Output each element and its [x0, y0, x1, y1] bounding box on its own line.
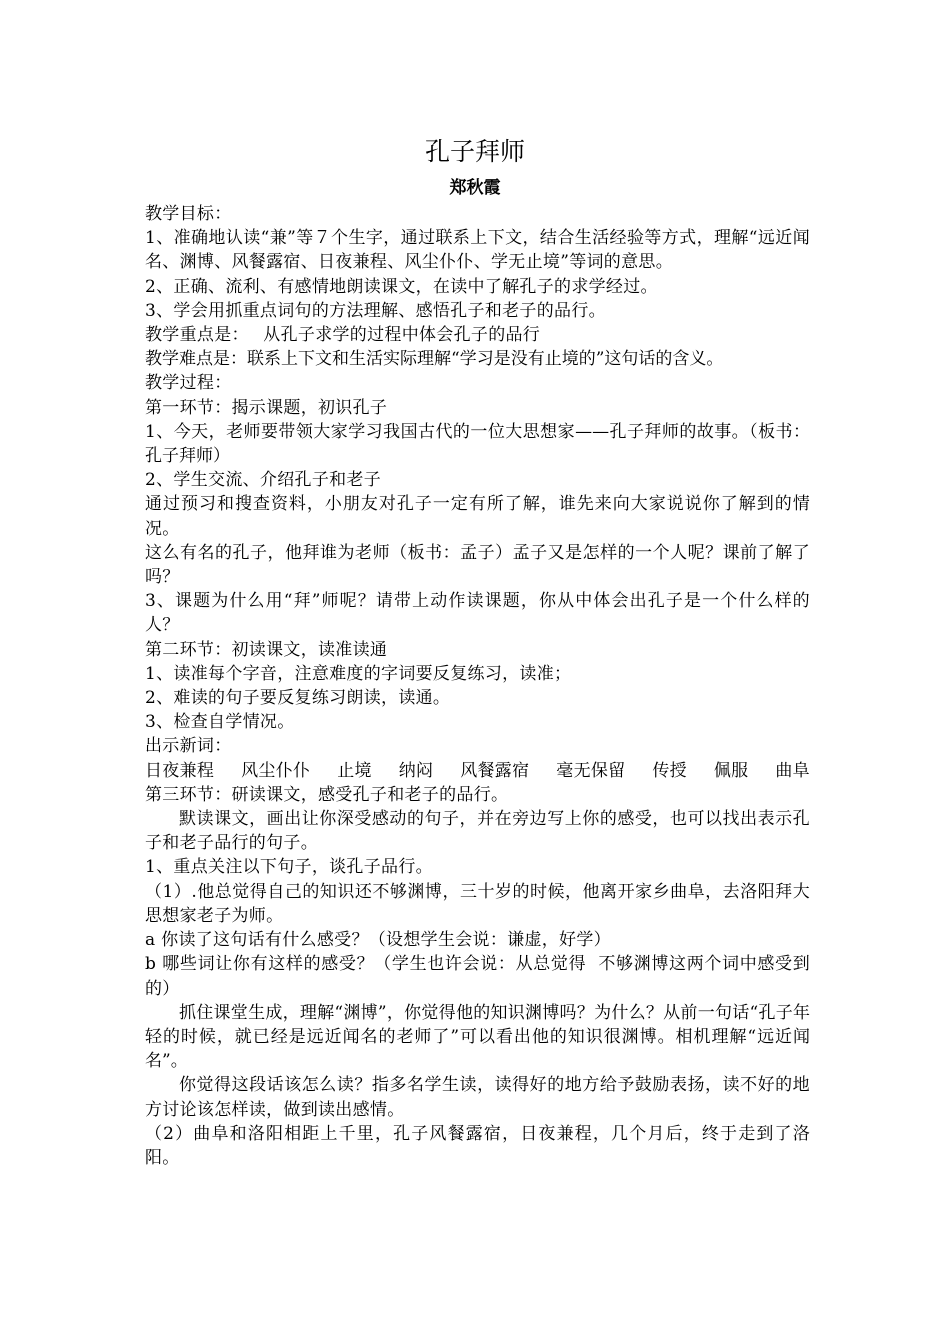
new-word: 毫无保留: [556, 760, 626, 781]
new-word: 风尘仆仆: [241, 760, 311, 781]
paragraph-stage-2-item-2: 2、难读的句子要反复练习朗读，读通。: [145, 688, 451, 709]
new-word: 曲阜: [775, 760, 810, 781]
paragraph-objective-3: 3、学会用抓重点词句的方法理解、感悟孔子和老子的品行。: [145, 300, 606, 321]
paragraph-new-words-heading: 出示新词：: [145, 736, 232, 757]
paragraph-stage-2-item-1: 1、读准每个字音，注意难度的字词要反复练习，读准；: [145, 663, 572, 684]
paragraph-stage-1-item-3: 3、课题为什么用“拜”师呢？请带上动作读课题，你从中体会出孔子是一个什么样的人？: [145, 591, 810, 636]
paragraph-sentence-2: （2）曲阜和洛阳相距上千里，孔子风餐露宿，日夜兼程，几个月后，终于走到了洛阳。: [145, 1123, 810, 1168]
new-word: 止境: [337, 760, 372, 781]
paragraph-stage-1-text-b: 这么有名的孔子，他拜谁为老师（板书：孟子）孟子又是怎样的一个人呢？课前了解了吗？: [145, 542, 810, 588]
paragraph-objective-1: 1、准确地认读“兼”等７个生字，通过联系上下文，结合生活经验等方式，理解“远近闻名、渊博、风餐露宿、日夜兼程、风尘仆仆、学无止境”等词的意思。: [145, 228, 810, 273]
paragraph-sentence-1: （1）.他总觉得自己的知识还不够渊博，三十岁的时候，他离开家乡曲阜，去洛阳拜大思想家老子为师。: [145, 881, 810, 926]
paragraph-stage-1-item-1: 1、今天，老师要带领大家学习我国古代的一位大思想家——孔子拜师的故事。（板书：孔子拜师）: [145, 421, 810, 467]
paragraph-objective-2: 2、正确、流利、有感情地朗读课文，在读中了解孔子的求学经过。: [145, 276, 658, 297]
paragraph-reading-guidance: 你觉得这段话该怎么读？指多名学生读，读得好的地方给予鼓励表扬，读不好的地方讨论该怎样读，做到读出感情。: [145, 1075, 810, 1120]
paragraph-stage-1-text-a: 通过预习和搜查资料，小朋友对孔子一定有所了解，谁先来向大家说说你了解到的情况。: [145, 494, 810, 539]
paragraph-stage-2-heading: 第二环节：初读课文，读准读通: [145, 639, 388, 660]
new-word: 风餐露宿: [460, 760, 530, 781]
paragraph-key-point: 教学重点是： 从孔子求学的过程中体会孔子的品行: [145, 325, 541, 346]
document-author: 郑秋霞: [449, 178, 501, 198]
new-word: 纳闷: [398, 760, 434, 781]
paragraph-objectives-heading: 教学目标：: [145, 204, 232, 224]
new-words-list: [145, 759, 810, 783]
document-body: [145, 202, 810, 1170]
paragraph-yuanbo-discussion: 抓住课堂生成，理解“渊博”，你觉得他的知识渊博吗？为什么？从前一句话“孔子年轻的时候，就已经是远近闻名的老师了”可以看出他的知识很渊博。相机理解“远近闻名”。: [145, 1002, 810, 1072]
paragraph-stage-3-intro: 默读课文，画出让你深受感动的句子，并在旁边写上你的感受，也可以找出表示孔子和老子品行的句子。: [145, 809, 810, 854]
paragraph-question-b: b 哪些词让你有这样的感受？（学生也许会说：从总觉得 不够渊博这两个词中感受到的）: [145, 954, 810, 999]
paragraph-stage-3-heading: 第三环节：研读课文，感受孔子和老子的品行。: [145, 784, 509, 805]
paragraph-difficulty: 教学难点是：联系上下文和生活实际理解“学习是没有止境的”这句话的含义。: [145, 349, 724, 370]
new-word: 传授: [652, 760, 687, 781]
paragraph-process-heading: 教学过程：: [145, 373, 232, 394]
paragraph-stage-2-item-3: 3、检查自学情况。: [145, 712, 295, 733]
document-title: 孔子拜师: [424, 137, 525, 166]
paragraph-stage-1-heading: 第一环节：揭示课题，初识孔子: [145, 397, 388, 418]
paragraph-question-a: a 你读了这句话有什么感受？（设想学生会说：谦虚，好学）: [145, 930, 611, 951]
paragraph-stage-1-item-2: 2、学生交流、介绍孔子和老子: [145, 470, 382, 491]
new-word: 日夜兼程: [145, 760, 215, 781]
paragraph-stage-3-item-1: 1、重点关注以下句子，谈孔子品行。: [145, 857, 433, 878]
new-word: 佩服: [713, 760, 749, 781]
